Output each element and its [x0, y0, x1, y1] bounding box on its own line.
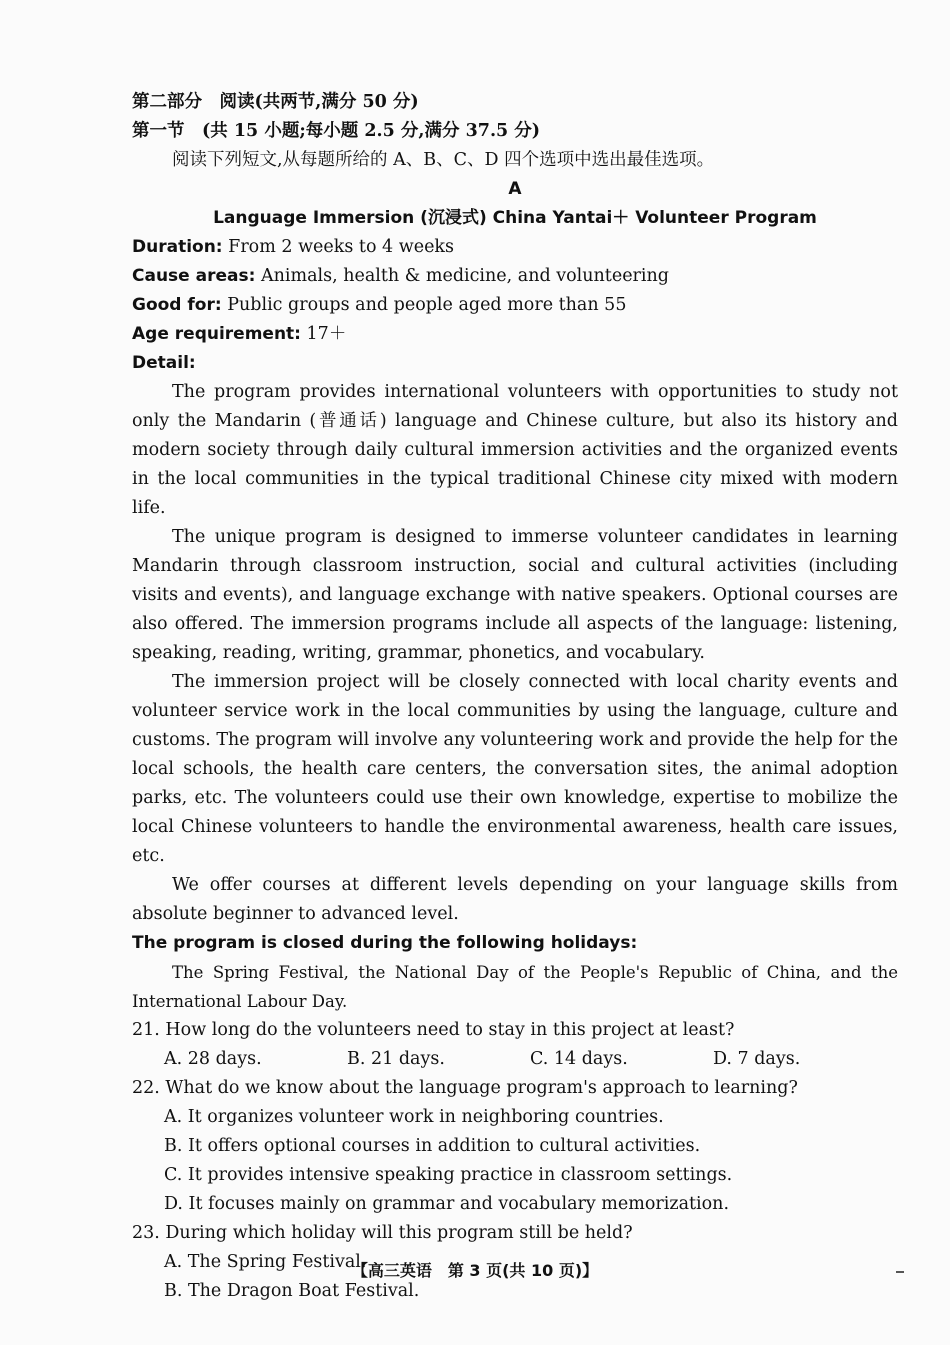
- question-21-options: [132, 1045, 898, 1074]
- question-22-option-a: A. It organizes volunteer work in neighboring countries.: [164, 1107, 664, 1127]
- paragraph-3: The immersion project will be closely connected with local charity events and volunteer service work in the local communities by using the language, culture and customs. The program will involve any volunteering work and provide the help for the local schools, the health care centers, the conversation sites, the animal adoption parks, etc. The volunteers could use their own knowledge, expertise to mobilize the local Chinese volunteers to handle the environmental awareness, health care issues, etc.: [132, 672, 898, 866]
- scan-mark: [896, 1271, 904, 1273]
- question-21-option-d: D. 7 days.: [713, 1049, 801, 1069]
- question-22-option-c: C. It provides intensive speaking practice in classroom settings.: [164, 1165, 733, 1185]
- question-21-option-c: C. 14 days.: [530, 1049, 628, 1069]
- question-21-option-a: A. 28 days.: [164, 1049, 262, 1069]
- info-duration: Duration: From 2 weeks to 4 weeks: [132, 237, 455, 257]
- paragraph-1: The program provides international volunteers with opportunities to study not only the Mandarin (普通话) language and Chinese culture, but also its history and modern society through daily cultural immersion activities and the organized events in the local communities in the typical traditional Chinese city mixed with modern life.: [132, 382, 898, 518]
- page-footer: 【高三英语 第 3 页(共 10 页)】: [351, 1261, 599, 1280]
- info-good-for: Good for: Public groups and people aged more than 55: [132, 295, 627, 315]
- holiday-label: The program is closed during the following holidays:: [132, 933, 638, 953]
- detail-label: Detail:: [132, 353, 196, 373]
- question-23-option-a: A. The Spring Festival.: [164, 1252, 367, 1272]
- question-23-option-b: B. The Dragon Boat Festival.: [164, 1281, 420, 1301]
- question-22-option-d: D. It focuses mainly on grammar and vocabulary memorization.: [164, 1194, 730, 1214]
- page-content: [132, 88, 898, 1306]
- paragraph-2: The unique program is designed to immerse volunteer candidates in learning Mandarin through classroom instruction, social and cultural activities (including visits and events), and language exchange with native speakers. Optional courses are also offered. The immersion programs include all aspects of the language: listening, speaking, reading, writing, grammar, phonetics, and vocabulary.: [132, 527, 898, 663]
- question-23-stem: 23. During which holiday will this program still be held?: [132, 1223, 633, 1243]
- part-title: 第二部分 阅读(共两节,满分 50 分): [132, 92, 419, 112]
- holiday-text: The Spring Festival, the National Day of the People's Republic of China, and the International Labour Day.: [132, 963, 898, 1011]
- paragraph-4: We offer courses at different levels depending on your language skills from absolute beginner to advanced level.: [132, 875, 898, 924]
- question-22-stem: 22. What do we know about the language program's approach to learning?: [132, 1078, 798, 1098]
- question-22-option-b: B. It offers optional courses in addition to cultural activities.: [164, 1136, 701, 1156]
- passage-letter: A: [508, 179, 522, 199]
- passage-title: Language Immersion (沉浸式) China Yantai＋ Volunteer Program: [213, 208, 817, 228]
- info-age-requirement: Age requirement: 17＋: [132, 324, 347, 344]
- question-21-option-b: B. 21 days.: [347, 1049, 445, 1069]
- question-21-stem: 21. How long do the volunteers need to stay in this project at least?: [132, 1020, 735, 1040]
- info-cause-areas: Cause areas: Animals, health & medicine, and volunteering: [132, 266, 669, 286]
- instruction: 阅读下列短文,从每题所给的 A、B、C、D 四个选项中选出最佳选项。: [172, 150, 715, 170]
- section-subtitle: 第一节 (共 15 小题;每小题 2.5 分,满分 37.5 分): [132, 121, 541, 141]
